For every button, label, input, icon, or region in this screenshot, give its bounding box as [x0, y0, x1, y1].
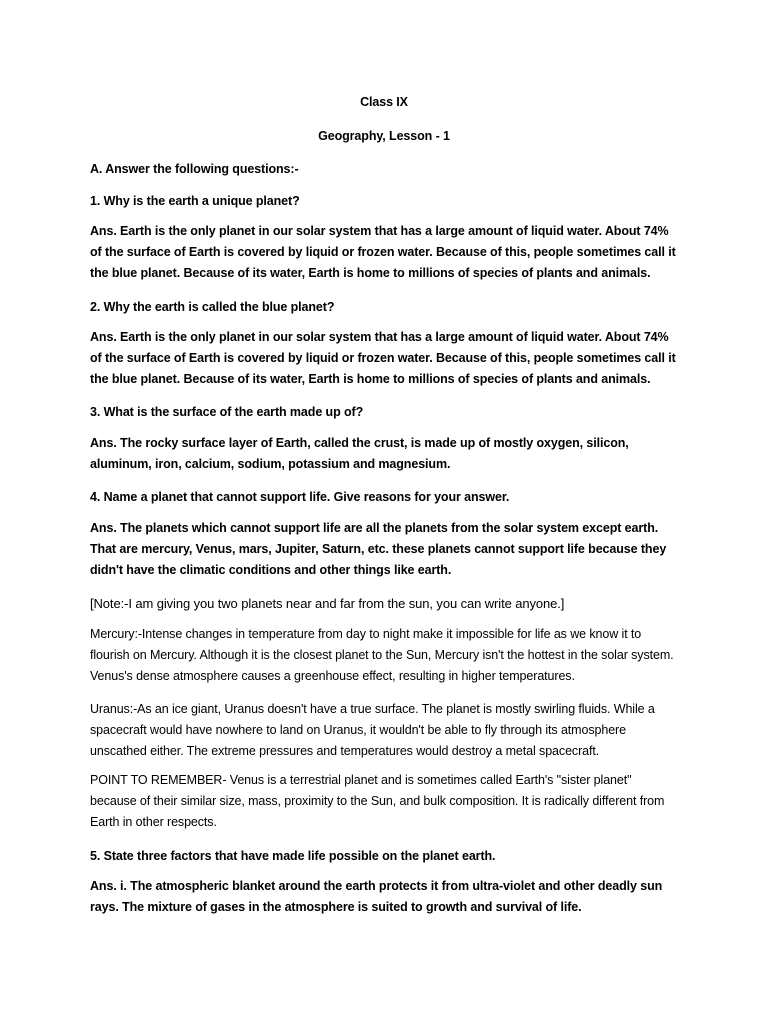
uranus-paragraph: Uranus:-As an ice giant, Uranus doesn't have a true surface. The planet is mostly swirling fluids. While a spacecraft would have nowhere to land on Uranus, it wouldn't be able to fly through its atmosphere unscathed either. The extreme pressures and temperatures would destroy a metal spacecraft. [90, 702, 655, 758]
answer-4: Ans. The planets which cannot support life are all the planets from the solar system except earth. That are mercury, Venus, mars, Jupiter, Saturn, etc. these planets cannot support life because they didn't have the climatic conditions and other things like earth. [90, 521, 667, 577]
class-title: Class IX [360, 95, 408, 109]
question-2: 2. Why the earth is called the blue planet? [90, 300, 335, 314]
question-4: 4. Name a planet that cannot support life. Give reasons for your answer. [90, 490, 510, 504]
answer-1: Ans. Earth is the only planet in our solar system that has a large amount of liquid water. About 74% of the surface of Earth is covered by liquid or frozen water. Because of this, people sometimes call it the blue planet. Because of its water, Earth is home to millions of species of plants and animals. [90, 224, 676, 280]
point-to-remember: POINT TO REMEMBER- Venus is a terrestrial planet and is sometimes called Earth's "sister planet" because of their similar size, mass, proximity to the Sun, and bulk composition. It is radically different from Earth in other respects. [90, 773, 665, 829]
answer-5: Ans. i. The atmospheric blanket around the earth protects it from ultra-violet and other deadly sun rays. The mixture of gases in the atmosphere is suited to growth and survival of life. [90, 879, 663, 914]
subject-title: Geography, Lesson - 1 [318, 129, 450, 143]
answer-3: Ans. The rocky surface layer of Earth, called the crust, is made up of mostly oxygen, silicon, aluminum, iron, calcium, sodium, potassium and magnesium. [90, 436, 629, 471]
question-5: 5. State three factors that have made life possible on the planet earth. [90, 849, 496, 863]
section-heading: A. Answer the following questions:- [90, 162, 299, 176]
mercury-paragraph: Mercury:-Intense changes in temperature from day to night make it impossible for life as we know it to flourish on Mercury. Although it is the closest planet to the Sun, Mercury isn't the hottest in the solar system. Venus's dense atmosphere causes a greenhouse effect, resulting in higher temperatures. [90, 627, 674, 683]
question-1: 1. Why is the earth a unique planet? [90, 194, 300, 208]
note-text: [Note:-I am giving you two planets near and far from the sun, you can write anyone.] [90, 596, 565, 611]
answer-2: Ans. Earth is the only planet in our solar system that has a large amount of liquid water. About 74% of the surface of Earth is covered by liquid or frozen water. Because of this, people sometimes call it the blue planet. Because of its water, Earth is home to millions of species of plants and animals. [90, 330, 676, 386]
question-3: 3. What is the surface of the earth made up of? [90, 405, 364, 419]
